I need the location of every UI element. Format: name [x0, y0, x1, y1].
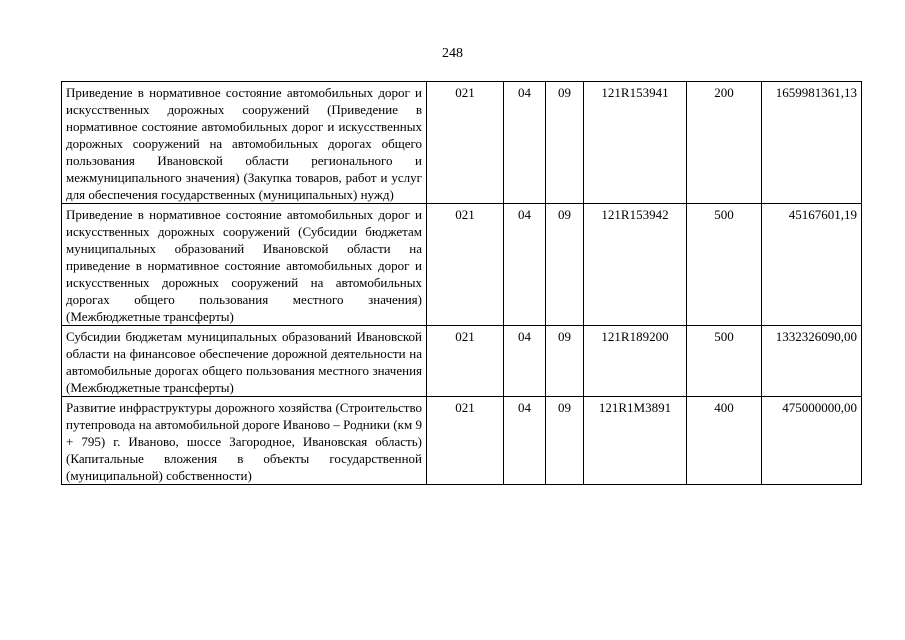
- table-row: [62, 397, 862, 485]
- row-expense-type: 400: [687, 397, 762, 485]
- row-code: 021: [427, 204, 504, 326]
- row-code: 021: [427, 82, 504, 204]
- table-row: [62, 82, 862, 204]
- row-subsection: 09: [546, 204, 584, 326]
- row-target: 121R1M3891: [584, 397, 687, 485]
- row-section: 04: [504, 204, 546, 326]
- row-amount: 1659981361,13: [762, 82, 862, 204]
- page-number: 248: [442, 46, 463, 61]
- row-expense-type: 500: [687, 326, 762, 397]
- row-amount: 1332326090,00: [762, 326, 862, 397]
- row-subsection: 09: [546, 397, 584, 485]
- row-section: 04: [504, 82, 546, 204]
- row-code: 021: [427, 326, 504, 397]
- row-subsection: 09: [546, 82, 584, 204]
- row-subsection: 09: [546, 326, 584, 397]
- row-description: Приведение в нормативное состояние автомобильных дорог и искусственных дорожных сооружений (Приведение в нормативное состояние автомобильных дорог и искусственных дорожных сооружений на автомобильных дорогах общего пользования Ивановской области регионального и межмуниципального значения) (Закупка товаров, работ и услуг для обеспечения государственных (муниципальных) нужд): [62, 82, 427, 204]
- row-description: Развитие инфраструктуры дорожного хозяйства (Строительство путепровода на автомобильной дороге Иваново – Родники (км 9 + 795) г. Иваново, шоссе Загородное, Ивановская область) (Капитальные вложения в объекты государственной (муниципальной) собственности): [62, 397, 427, 485]
- row-expense-type: 200: [687, 82, 762, 204]
- table-row: [62, 326, 862, 397]
- row-target: 121R189200: [584, 326, 687, 397]
- row-description: Субсидии бюджетам муниципальных образований Ивановской области на финансовое обеспечение дорожной деятельности на автомобильные дорогах общего пользования местного значения (Межбюджетные трансферты): [62, 326, 427, 397]
- row-description: Приведение в нормативное состояние автомобильных дорог и искусственных дорожных сооружений (Субсидии бюджетам муниципальных образований Ивановской области на приведение в нормативное состояние автомобильных дорог и искусственных дорожных сооружений на автомобильных дорогах общего пользования местного значения) (Межбюджетные трансферты): [62, 204, 427, 326]
- row-section: 04: [504, 397, 546, 485]
- row-amount: 45167601,19: [762, 204, 862, 326]
- row-expense-type: 500: [687, 204, 762, 326]
- row-amount: 475000000,00: [762, 397, 862, 485]
- row-target: 121R153941: [584, 82, 687, 204]
- row-target: 121R153942: [584, 204, 687, 326]
- budget-table: [61, 81, 862, 485]
- table-row: [62, 204, 862, 326]
- row-code: 021: [427, 397, 504, 485]
- row-section: 04: [504, 326, 546, 397]
